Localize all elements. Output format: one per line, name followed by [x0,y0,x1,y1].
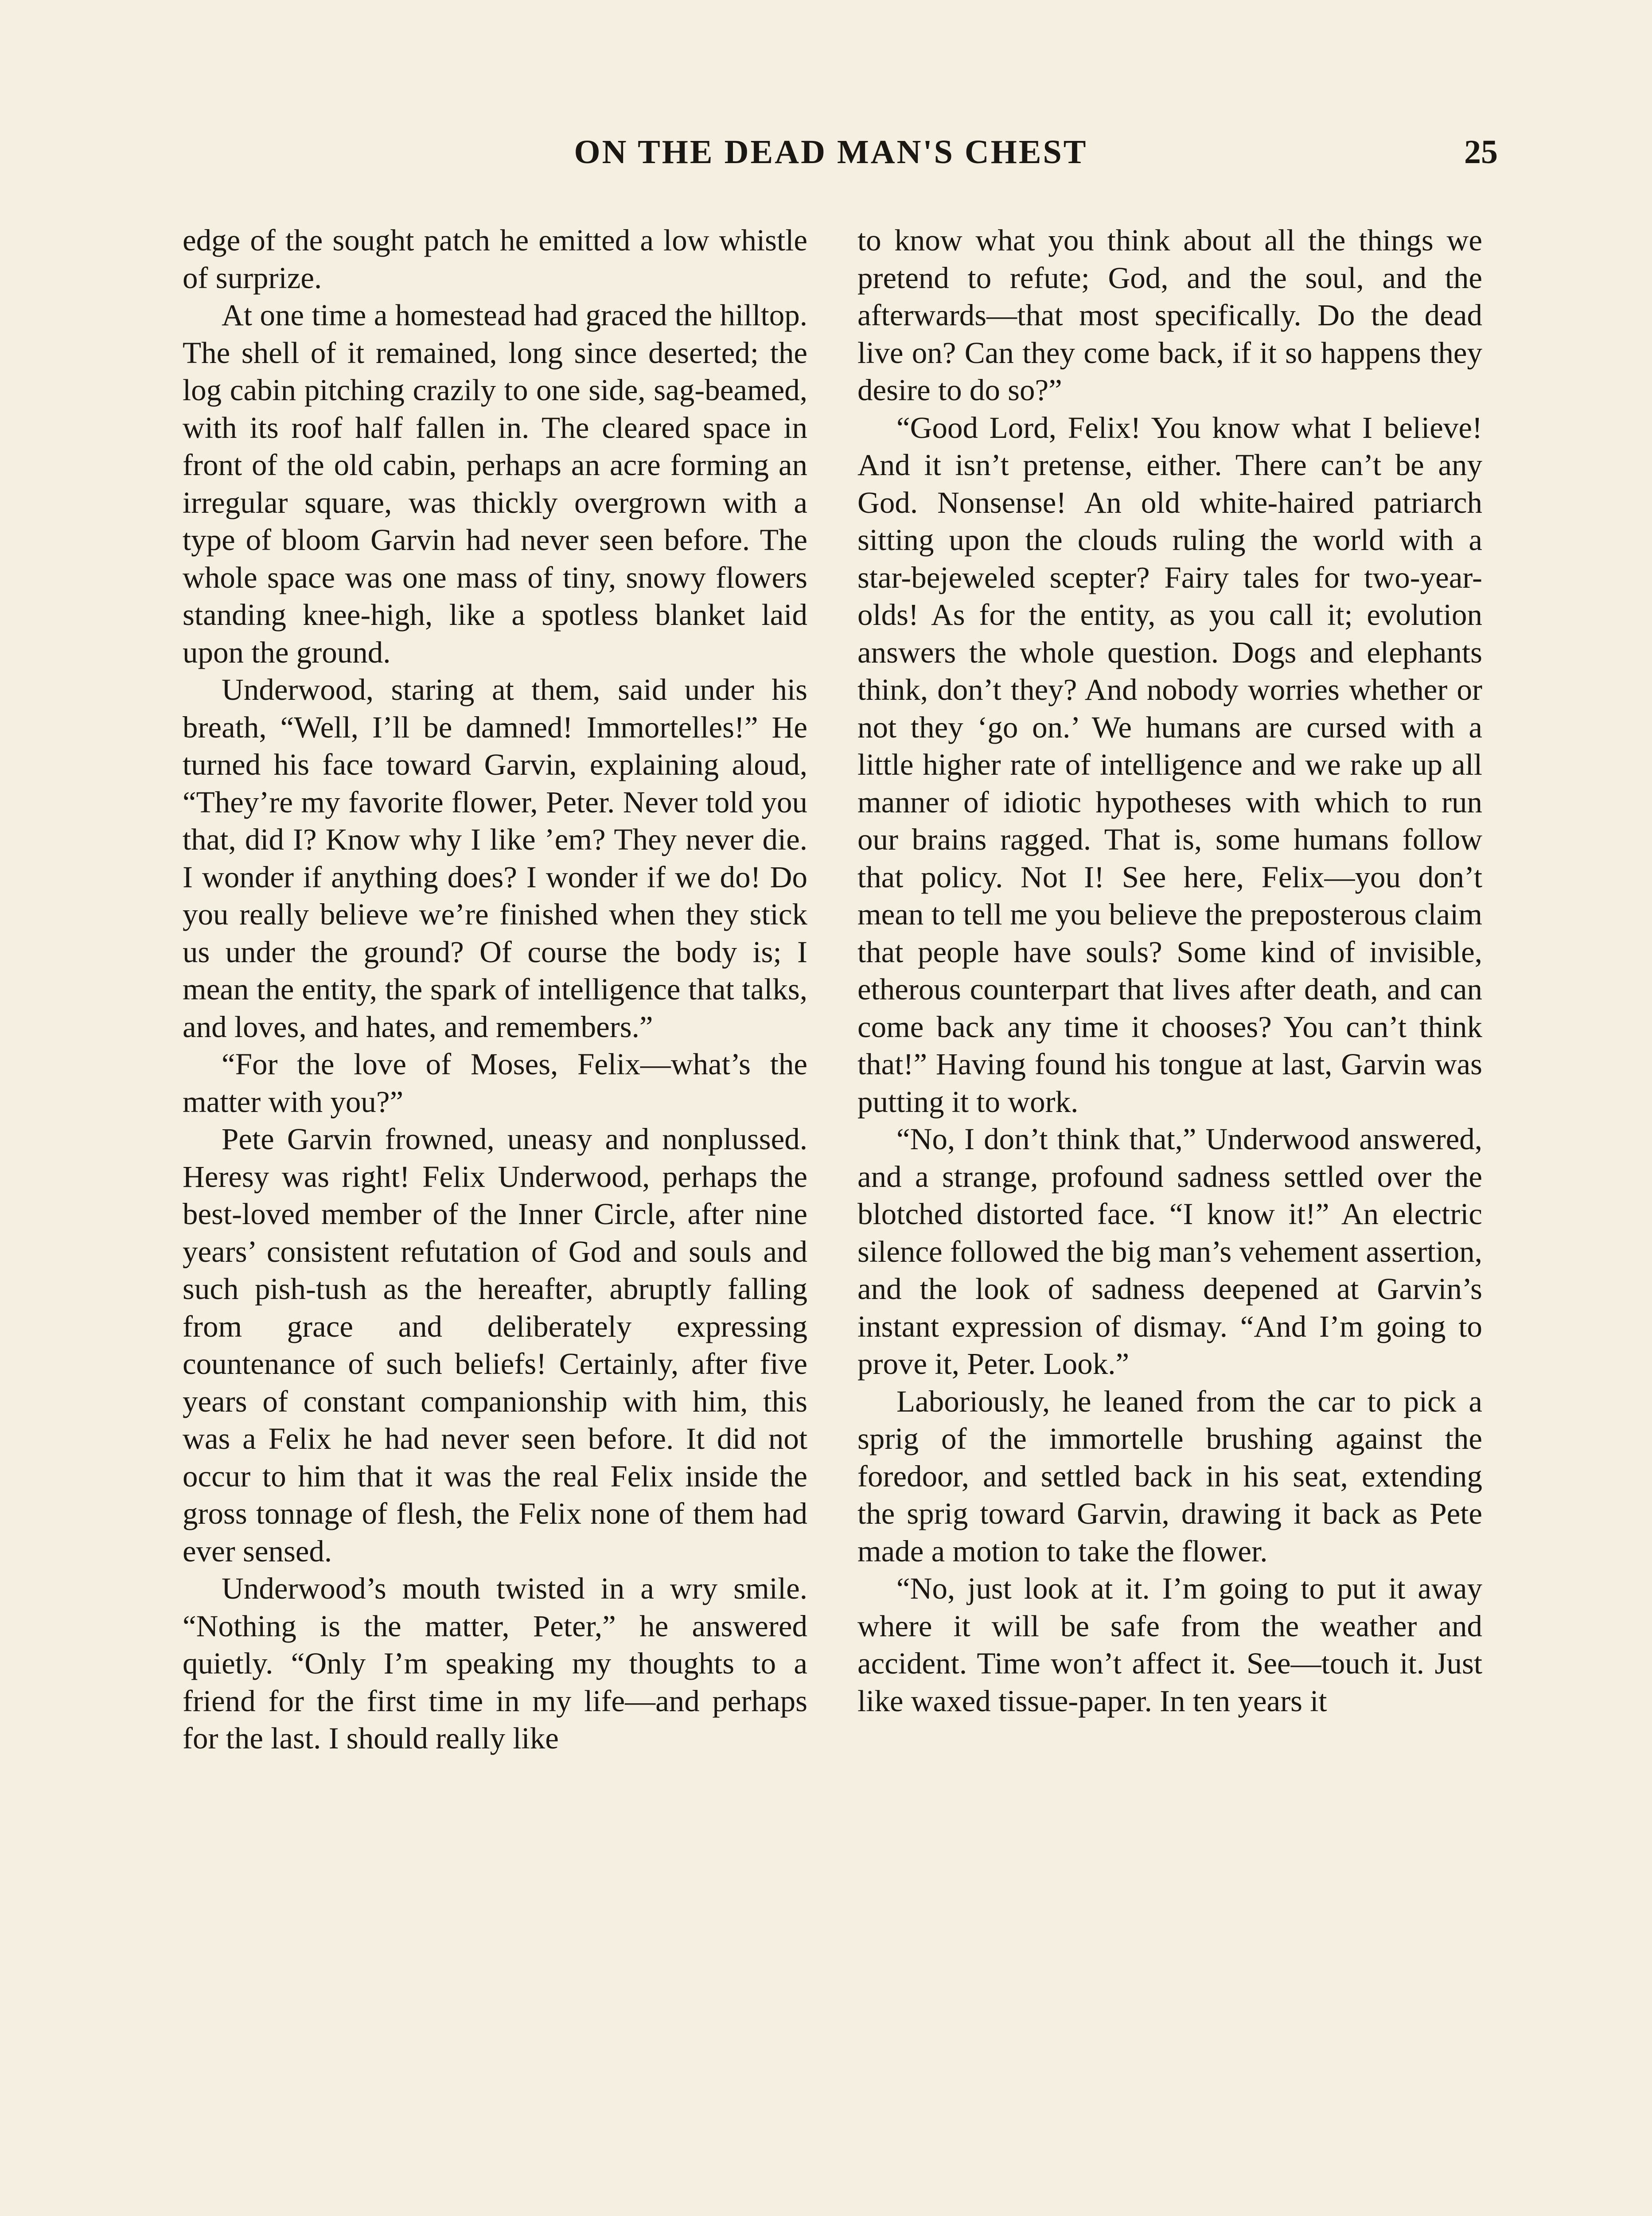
paragraph: Underwood’s mouth twisted in a wry smile. “Nothing is the matter, Peter,” he answered quietly. “Only I’m speaking my thoughts to a friend for the first time in my life—and perhaps for the last. I should really like [183,1572,807,1755]
running-head [177,133,1498,177]
paragraph: to know what you think about all the things we pretend to refute; God, and the soul, and the afterwards—that most specifically. Do the dead live on? Can they come back, if it so happens they desire to do so?” [857,223,1482,407]
left-column [183,222,807,1757]
page-number: 25 [1464,133,1498,171]
paragraph: “No, I don’t think that,” Underwood answered, and a strange, profound sadness settled over the blotched distorted face. “I know it!” An electric silence followed the big man’s vehement assertion, and the look of sadness deepened at Garvin’s instant expression of dismay. “And I’m going to prove it, Peter. Look.” [857,1122,1482,1381]
paragraph: “For the love of Moses, Felix—what’s the matter with you?” [183,1047,807,1119]
paragraph: “No, just look at it. I’m going to put it away where it will be safe from the weather and accident. Time won’t affect it. See—touch it. Just like waxed tissue-paper. In ten years it [857,1572,1482,1718]
running-title: ON THE DEAD MAN'S CHEST [574,133,1088,171]
paragraph: Underwood, staring at them, said under his breath, “Well, I’ll be damned! Immortelles!” He turned his face toward Garvin, explaining aloud, “They’re my favorite flower, Peter. Never told you that, did I? Know why I like ’em? They never die. I wonder if anything does? I wonder if we do! Do you really believe we’re finished when they stick us under the ground? Of course the body is; I mean the entity, the spark of intelligence that talks, and loves, and hates, and remembers.” [183,673,807,1044]
paragraph: “Good Lord, Felix! You know what I believe! And it isn’t pretense, either. There can’t be any God. Nonsense! An old white-haired patriarch sitting upon the clouds ruling the world with a star-bejeweled scepter? Fairy tales for two-year-olds! As for the entity, as you call it; evolution answers the whole question. Dogs and elephants think, don’t they? And nobody worries whether or not they ‘go on.’ We humans are cursed with a little higher rate of intelligence and we rake up all manner of idiotic hypotheses with which to run our brains ragged. That is, some humans follow that policy. Not I! See here, Felix—you don’t mean to tell me you believe the preposterous claim that people have souls? Some kind of invisible, etherous counterpart that lives after death, and can come back any time it chooses? You can’t think that!” Having found his tongue at last, Garvin was putting it to work. [857,410,1482,1119]
paragraph: At one time a homestead had graced the hilltop. The shell of it remained, long since deserted; the log cabin pitching crazily to one side, sag-beamed, with its roof half fallen in. The cleared space in front of the old cabin, perhaps an acre forming an irregular square, was thickly overgrown with a type of bloom Garvin had never seen before. The whole space was one mass of tiny, snowy flowers standing knee-high, like a spotless blanket laid upon the ground. [183,298,807,669]
paragraph: edge of the sought patch he emitted a low whistle of surprize. [183,223,807,295]
paragraph: Pete Garvin frowned, uneasy and nonplussed. Heresy was right! Felix Underwood, perhaps the best-loved member of the Inner Circle, after nine years’ consistent refutation of God and souls and such pish-tush as the hereafter, abruptly falling from grace and deliberately expressing countenance of such beliefs! Certainly, after five years of constant companionship with him, this was a Felix he had never seen before. It did not occur to him that it was the real Felix inside the gross tonnage of flesh, the Felix none of them had ever sensed. [183,1122,807,1568]
paragraph: Laboriously, he leaned from the car to pick a sprig of the immortelle brushing against the foredoor, and settled back in his seat, extending the sprig toward Garvin, drawing it back as Pete made a motion to take the flower. [857,1384,1482,1568]
right-column [857,222,1482,1720]
